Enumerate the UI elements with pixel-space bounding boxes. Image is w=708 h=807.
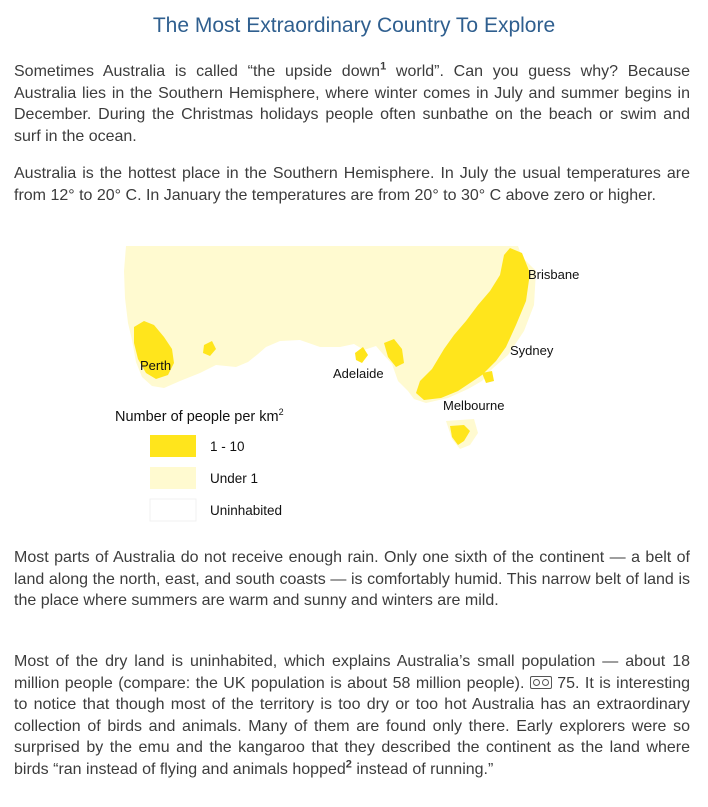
population-density-map — [108, 243, 608, 528]
legend-swatch-uninhabited — [150, 499, 196, 521]
paragraph-rain: Most parts of Australia do not receive enough rain. Only one sixth of the continent — a belt of land along the north, east, and south coasts — is comfortably humid. This narrow belt of land is the place where summers are warm and sunny and winters are mild. — [14, 549, 690, 609]
city-label-perth: Perth — [140, 358, 172, 373]
footnote-marker[interactable]: 2 — [345, 758, 352, 771]
page-title: The Most Extraordinary Country To Explore — [152, 14, 556, 37]
city-label-melbourne: Melbourne — [443, 398, 505, 413]
city-label-adelaide: Adelaide — [333, 366, 384, 381]
city-label-brisbane: Brisbane — [528, 267, 580, 282]
city-label-sydney: Sydney — [510, 343, 554, 358]
legend-label-sparse: Under 1 — [210, 471, 259, 486]
paragraph-text: instead of running.” — [351, 760, 494, 778]
legend-swatch-sparse — [150, 467, 196, 489]
legend-title: Number of people per $km^2$ — [115, 407, 284, 425]
paragraph-text: Most of the dry land is uninhabited, which explains Australia’s small population — about 18 million people (compare: the UK population is about 58 million people). — [14, 653, 690, 692]
australia-map-svg — [108, 243, 608, 528]
footnote-marker[interactable]: 1 — [380, 60, 387, 73]
legend-swatch-dense — [150, 435, 196, 457]
east-coast-spot — [482, 371, 494, 383]
cassette-icon[interactable] — [530, 676, 552, 689]
paragraph-text: world”. Can you guess why? Because Australia lies in the Southern Hemisphere, where winter comes in July and summer begins in December. During the Christmas holidays people often sunbathe on the beach or swim and surf in the ocean. — [14, 63, 691, 145]
legend-label-uninhabited: Uninhabited — [210, 503, 283, 518]
paragraph-temperatures: Australia is the hottest place in the Southern Hemisphere. In July the usual temperatures are from 12° to 20° C. In January the temperatures are from 20° to 30° C above zero or higher. — [14, 165, 690, 204]
legend-label-dense: 1 - 10 — [210, 439, 245, 454]
paragraph-text: 75. It is interesting to notice that though most of the territory is too dry or too hot Australia has an extraordinary collection of birds and animals. Many of them are found only there. Early explorers were so surprised by the emu and the kangaroo that they described the continent as the land where birds “ran instead of flying and animals hopped — [14, 674, 690, 778]
paragraph-population — [14, 651, 690, 780]
paragraph-upside-down — [14, 61, 690, 147]
paragraph-text: Sometimes Australia is called “the upside down — [14, 63, 381, 80]
adelaide-dense-area-2 — [355, 347, 368, 363]
